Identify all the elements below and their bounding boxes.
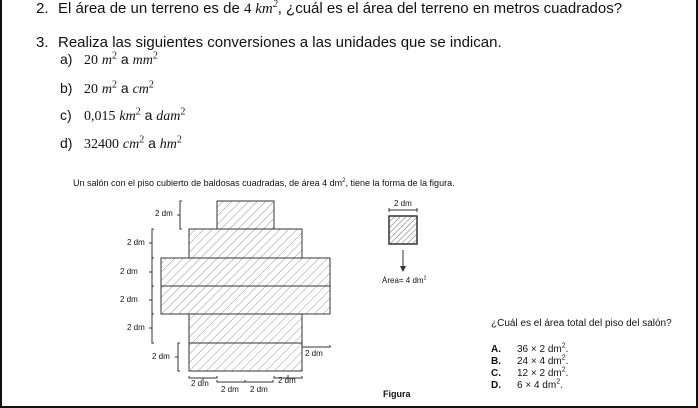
dim-label-row3: 2 dm [120, 267, 138, 276]
conversion-c: c) 0,015 $km^2$ a dam$^2$ [60, 106, 186, 124]
floor-row-1 [217, 201, 274, 229]
dim-label-bottom-4: 2 dm [278, 376, 296, 385]
question-2: 2. El área de un terreno es de 4 $km^2$, ¿cuál es el área del terreno en metros cuadrados? [36, 0, 623, 17]
dim-label-row5: 2 dm [127, 323, 145, 332]
question-3-number: 3. [36, 34, 49, 51]
dim-label-row1: 2 dm [155, 209, 173, 218]
tile-sample [389, 208, 417, 272]
floor-row-2 [189, 229, 302, 258]
floor-row-5 [189, 314, 302, 343]
problem-intro: Un salón con el piso cubierto de baldosas cuadradas, de área 4 $dm^2$, tiene la forma de la figura. [73, 178, 455, 188]
dim-label-bottom-2: 2 dm [221, 385, 239, 394]
conversion-b: b) 20 $m^2$ a $cm^2$ [60, 79, 154, 97]
tile-side-label: 2 dm [394, 199, 412, 208]
dim-label-bottom-1: 2 dm [191, 379, 209, 388]
option-b: B. 24 × 4 $dm^2$. [491, 354, 569, 367]
floor-shape [161, 201, 330, 371]
figure-caption: Figura [383, 389, 411, 399]
option-a: A. 36 × 2 $dm^2$. [491, 342, 569, 355]
dim-label-row4: 2 dm [120, 295, 138, 304]
dim-label-row2: 2 dm [127, 238, 145, 247]
floor-row-3 [161, 258, 330, 286]
dim-label-row6: 2 dm [152, 352, 170, 361]
conversion-a: a) 20 $m^2$ a $mm^2$ [60, 50, 158, 68]
tile-area-label: Área= 4 $dm^2$ [382, 275, 427, 285]
problem-question: ¿Cuál es el área total del piso del salón? [491, 318, 672, 329]
question-3: 3. Realiza las siguientes conversiones a las unidades que se indican. [36, 34, 502, 51]
option-c: C. 12 × 2 $dm^2$. [491, 366, 569, 379]
option-d: D. 6 × 4 $dm^2$. [491, 378, 563, 391]
dim-label-bottom-3: 2 dm [250, 385, 268, 394]
floor-row-6 [189, 343, 302, 371]
floor-row-4 [161, 286, 330, 314]
conversion-d: d) 32400 $cm^2$ a $hm^2$ [60, 134, 182, 152]
dim-label-right: 2 dm [305, 349, 323, 358]
question-2-number: 2. [36, 0, 49, 17]
